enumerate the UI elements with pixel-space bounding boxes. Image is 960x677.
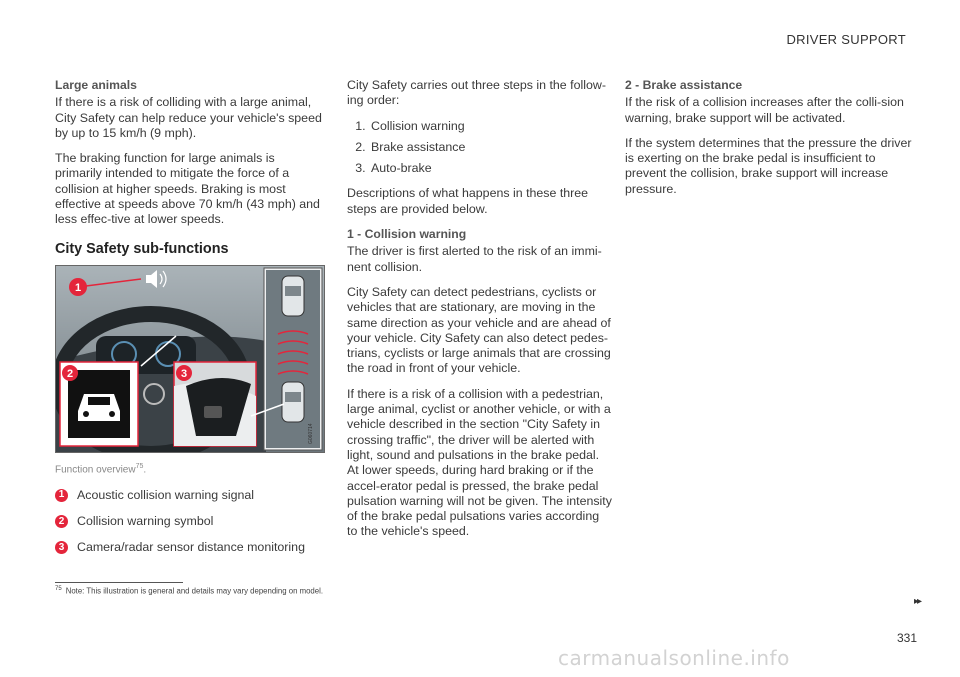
collision-paragraph-2: City Safety can detect pedestrians, cyclists or vehicles that are stationary, are moving in the same direction as your vehicle and are ahead of your vehicle. City Safety can also detect pedes-trians, cyclists or large animals that are crossing the road in front of your vehicle.	[347, 284, 611, 376]
list-item: 3. Auto-brake	[369, 161, 612, 176]
footnote: $^{75}$ Note: This illustration is general and details may vary depending on model.	[55, 586, 323, 596]
brake-paragraph-2: If the system determines that the pressure the driver is exerting on the brake pedal is insufficient to prevent the collision, brake support will increase pressure.	[625, 135, 912, 196]
page-number: 331	[896, 631, 917, 645]
figure-caption: Function overview$^{75}$.	[55, 462, 147, 476]
svg-text:1: 1	[74, 281, 82, 294]
legend-label-3: Camera/radar sensor distance monitoring	[77, 540, 305, 555]
brake-paragraph-1: If the risk of a collision increases after the colli-sion warning, brake support will be activated.	[625, 95, 904, 125]
collision-paragraph-3: If there is a risk of a collision with a pedestrian, large animal, cyclist or another vehicle, or with a vehicle described in the section "City Safety in crossing traffic", the driver will be alerted with light, sound and pulsations in the brake pedal. At lower speeds, during hard braking or if the accel-erator pedal is pressed, the brake pedal pulsation warning will not be given. The intensity of the brake pedal pulsations varies according to the vehicle's speed.	[347, 386, 612, 539]
section-title: DRIVER SUPPORT	[786, 32, 906, 47]
legend-item-2	[55, 514, 323, 529]
number-badge-1: 1	[55, 489, 68, 502]
large-animals-heading: Large animals	[55, 78, 137, 92]
svg-text:2: 2	[66, 367, 74, 380]
svg-text:3: 3	[180, 367, 188, 380]
number-badge-2: 2	[55, 515, 68, 528]
number-badge-3: 3	[55, 541, 68, 554]
collision-paragraph-1: The driver is first alerted to the risk of an immi-nent collision.	[347, 244, 602, 274]
legend-label-2: Collision warning symbol	[77, 513, 214, 528]
steps-note: Descriptions of what happens in these three steps are provided below.	[347, 186, 589, 216]
list-item: 1. Collision warning	[369, 119, 612, 134]
brake-assistance-heading: 2 - Brake assistance	[625, 78, 743, 92]
large-animals-paragraph-2: The braking function for large animals is primarily intended to mitigate the force of a collision at higher speeds. Braking is most effective at speeds above 70 km/h (43 mph) and less effec-tive at lower speeds.	[55, 151, 320, 227]
steps-intro: City Safety carries out three steps in the follow-ing order:	[347, 78, 606, 108]
watermark: carmanualsonline.info	[558, 646, 790, 670]
large-animals-paragraph-1: If there is a risk of colliding with a large animal, City Safety can help reduce your vehicle's speed by up to 15 km/h (9 mph).	[55, 95, 322, 140]
figure-code: G060714	[308, 423, 314, 444]
collision-warning-heading: 1 - Collision warning	[347, 227, 467, 242]
dashboard-illustration	[56, 266, 324, 452]
legend-item-3	[55, 540, 323, 555]
subfunctions-heading: City Safety sub-functions	[55, 240, 229, 257]
column-middle	[347, 78, 612, 550]
next-page-arrows-icon[interactable]: ▸▸	[913, 596, 920, 607]
steps-list	[347, 119, 612, 177]
list-item: 2. Brake assistance	[369, 140, 612, 155]
column-right	[625, 78, 915, 207]
function-overview-illustration	[55, 265, 325, 453]
column-left	[55, 78, 323, 566]
footnote-divider	[55, 582, 183, 583]
legend-item-1	[55, 488, 323, 503]
legend-label-1: Acoustic collision warning signal	[77, 487, 254, 502]
